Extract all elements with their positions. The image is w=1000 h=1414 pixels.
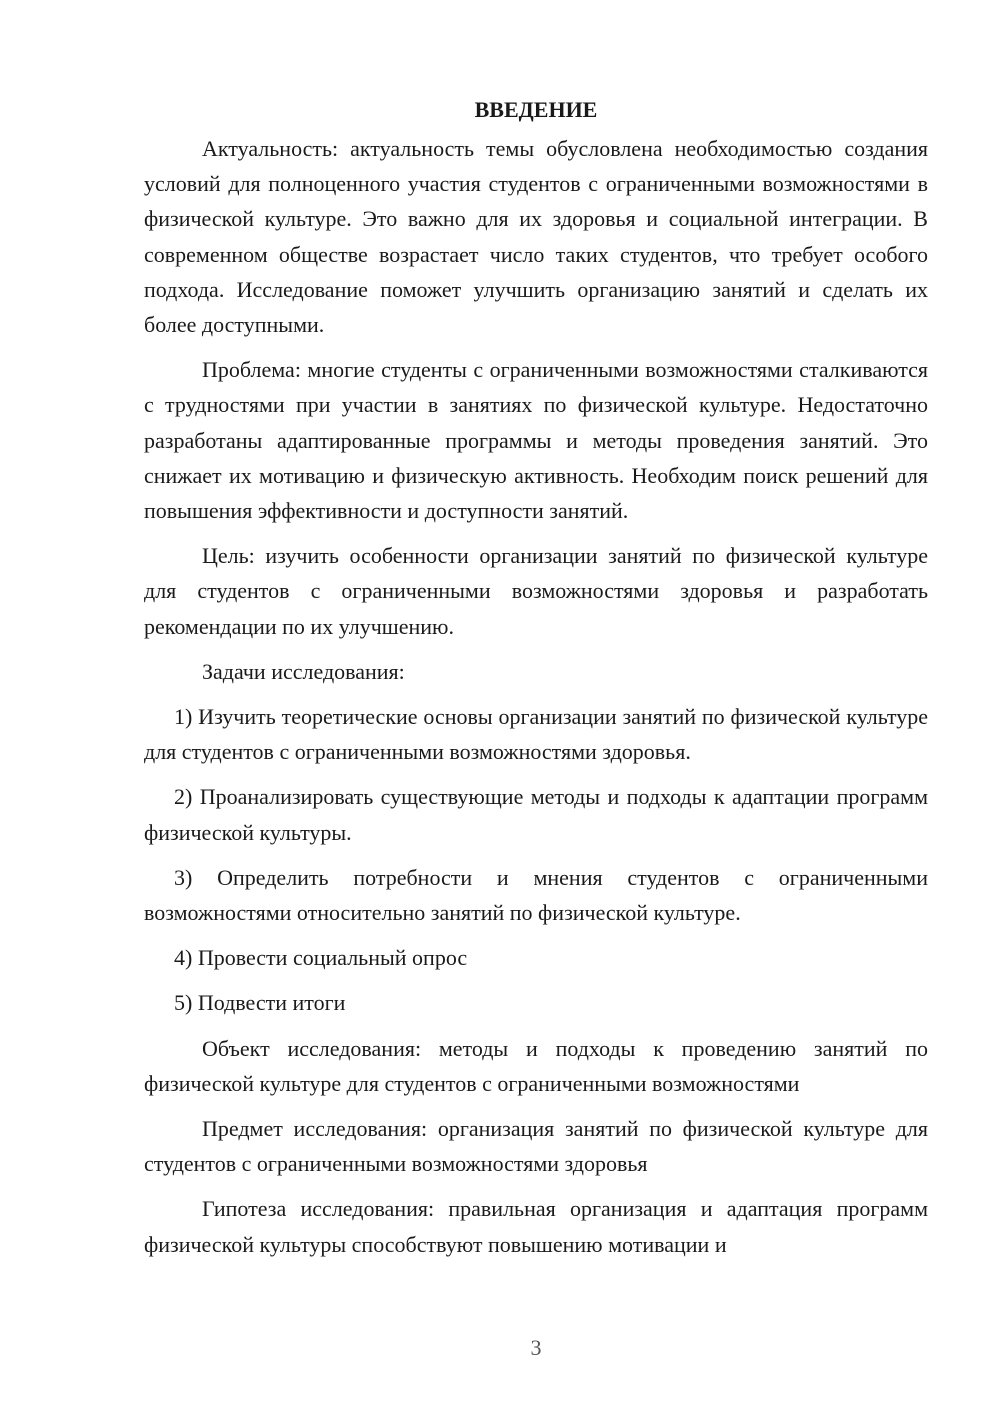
paragraph-hypothesis: Гипотеза исследования: правильная организация и адаптация программ физической культуры способствуют повышению мотивации и <box>144 1196 928 1257</box>
page-number: 3 <box>530 1335 542 1360</box>
document-body <box>144 92 928 1272</box>
paragraph-subject: Предмет исследования: организация занятий по физической культуре для студентов с ограниченными возможностями здоровья <box>144 1116 928 1177</box>
section-heading: ВВЕДЕНИЕ <box>474 97 598 122</box>
task-item-3: 3) Определить потребности и мнения студентов с ограниченными возможностями относительно занятий по физической культуре. <box>144 864 928 926</box>
paragraph-object: Объект исследования: методы и подходы к проведению занятий по физической культуре для студентов с ограниченными возможностями <box>144 1035 928 1096</box>
task-item-4: 4) Провести социальный опрос <box>174 945 468 971</box>
paragraph-relevance: Актуальность: актуальность темы обусловлена необходимостью создания условий для полноценного участия студентов с ограниченными возможностями в физической культуре. Это важно для их здоровья и социальной интеграции. В современном обществе возрастает число таких студентов, что требует особого подхода. Исследование поможет улучшить организацию занятий и сделать их более доступными. <box>144 136 928 338</box>
paragraph-problem: Проблема: многие студенты с ограниченными возможностями сталкиваются с трудностями при участии в занятиях по физической культуре. Недостаточно разработаны адаптированные программы и методы проведения занятий. Это снижает их мотивацию и физическую активность. Необходим поиск решений для повышения эффективности и доступности занятий. <box>144 357 928 524</box>
task-item-1: 1) Изучить теоретические основы организации занятий по физической культуре для студентов с ограниченными возможностями здоровья. <box>144 704 928 765</box>
tasks-title: Задачи исследования: <box>202 658 405 684</box>
paragraph-goal: Цель: изучить особенности организации занятий по физической культуре для студентов с ограниченными возможностями здоровья и разработать рекомендации по их улучшению. <box>144 543 928 639</box>
task-item-5: 5) Подвести итоги <box>174 990 346 1016</box>
task-item-2: 2) Проанализировать существующие методы и подходы к адаптации программ физической культуры. <box>144 784 928 845</box>
